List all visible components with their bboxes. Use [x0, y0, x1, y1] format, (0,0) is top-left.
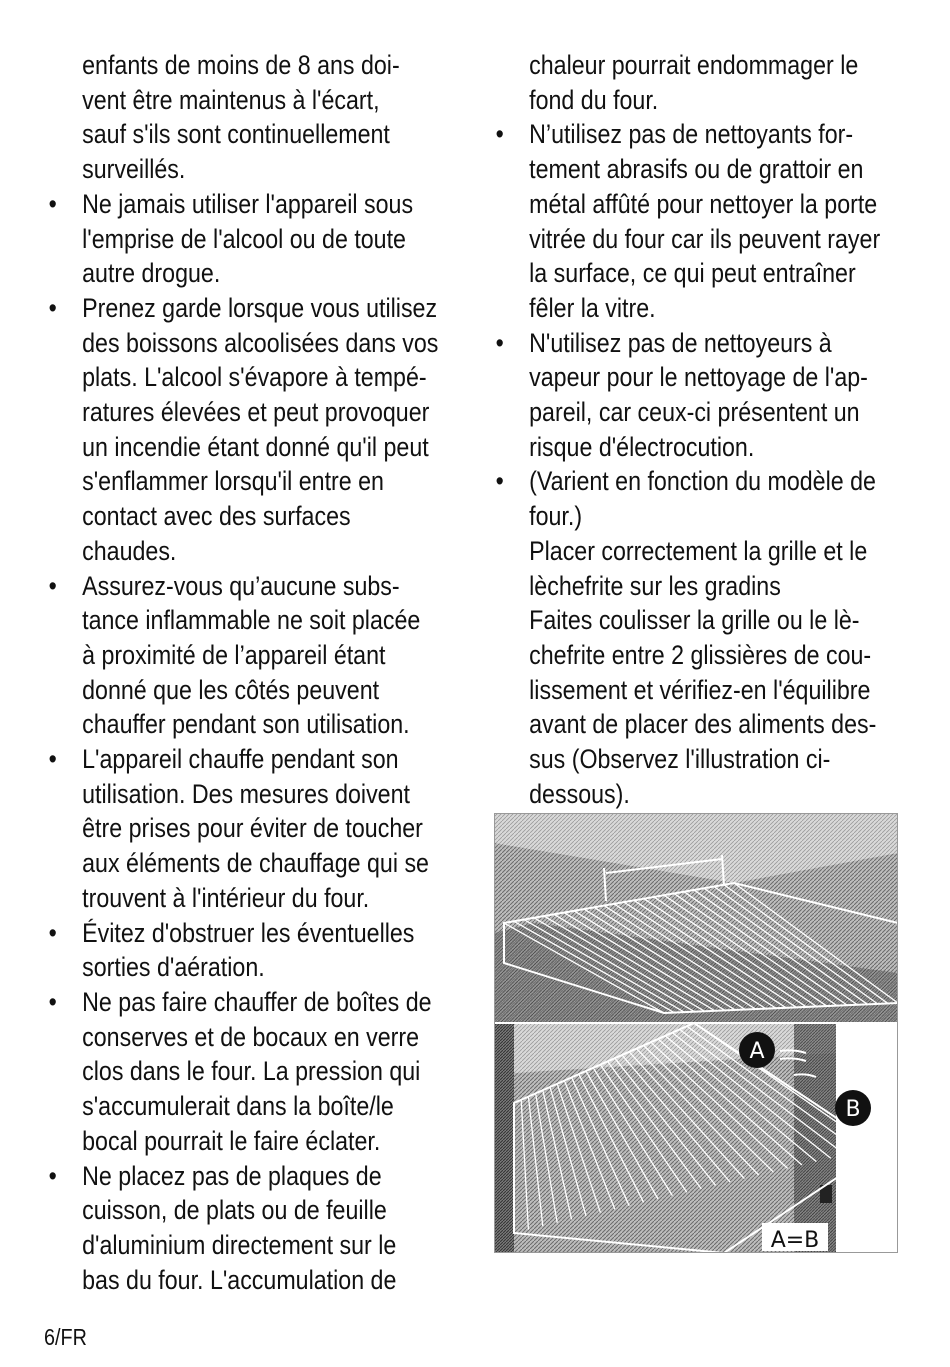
bullet-item: • (Varient en fonction du modèle de four.) Placer correctement la grille et le lèchefrite sur les gradins Faites coulisser la grille ou le lè- chefrite entre 2 glissières de cou- lissement et vérifiez-en l'équilibre avant de placer des aliments des- sus (Observez l'illustration ci- dessous). — [495, 466, 877, 809]
bullet-dot: • — [48, 917, 57, 948]
bullet-item: • Évitez d'obstruer les éventuelles sorties d'aération. — [48, 917, 415, 983]
right-column — [487, 48, 917, 811]
bullet-dot: • — [48, 986, 57, 1017]
bullet-dot: • — [495, 327, 504, 358]
bullet-dot: • — [48, 188, 57, 219]
bullet-item: • N’utilisez pas de nettoyants for- tement abrasifs ou de grattoir en métal affûté pour nettoyer la porte vitrée du four car ils peuvent rayer la surface, ce qui peut entraîner fêler la vitre. — [495, 119, 881, 323]
label-b: B — [845, 1097, 861, 1122]
bullet-dot: • — [48, 744, 57, 775]
bullet-dot: • — [495, 466, 504, 497]
oven-interior-top — [494, 813, 898, 1023]
right-continuation: chaleur pourrait endommager le fond du four. — [529, 50, 859, 115]
bullet-item: • Prenez garde lorsque vous utilisez des boissons alcoolisées dans vos plats. L'alcool s'évapore à tempé- ratures élevées et peut provoquer un incendie étant donné qu'il peut s'enflammer lorsqu'il entre en contact avec des surfaces chaudes. — [48, 292, 439, 566]
bullet-item: • Ne pas faire chauffer de boîtes de conserves et de bocaux en verre clos dans le four. La pression qui s'accumulerait dans la boîte/le bocal pourrait le faire éclater. — [48, 986, 432, 1156]
bullet-dot: • — [495, 119, 504, 150]
label-a: A — [749, 1039, 765, 1064]
bullet-dot: • — [48, 292, 57, 323]
left-continuation: enfants de moins de 8 ans doi- vent être maintenus à l'écart, sauf s'ils sont continuellement surveillés. — [82, 50, 400, 185]
label-a-marker — [739, 1032, 775, 1068]
figure-caption: A=B — [770, 1228, 820, 1253]
bullet-item: • Ne jamais utiliser l'appareil sous l'emprise de l'alcool ou de toute autre drogue. — [48, 188, 414, 289]
page-number: 6/FR — [44, 1324, 87, 1350]
bullet-item: • L'appareil chauffe pendant son utilisation. Des mesures doivent être prises pour éviter de toucher aux éléments de chauffage qui se trouvent à l'intérieur du four. — [48, 744, 429, 913]
oven-interior-bottom — [494, 1023, 898, 1253]
bullet-dot: • — [48, 570, 57, 601]
label-b-marker — [835, 1090, 871, 1126]
bullet-item: • N'utilisez pas de nettoyeurs à vapeur pour le nettoyage de l'ap- pareil, car ceux-ci présentent un risque d'électrocution. — [495, 327, 868, 462]
oven-shelf-illustration — [494, 813, 898, 1253]
bullet-dot: • — [48, 1160, 57, 1191]
bullet-item: • Ne placez pas de plaques de cuisson, de plats ou de feuille d'aluminium directement sur le bas du four. L'accumulation de — [48, 1160, 397, 1295]
left-column — [40, 48, 470, 1297]
bullet-item: • Assurez-vous qu’aucune subs- tance inflammable ne soit placée à proximité de l’appareil étant donné que les côtés peuvent chauffer pendant son utilisation. — [48, 570, 421, 740]
